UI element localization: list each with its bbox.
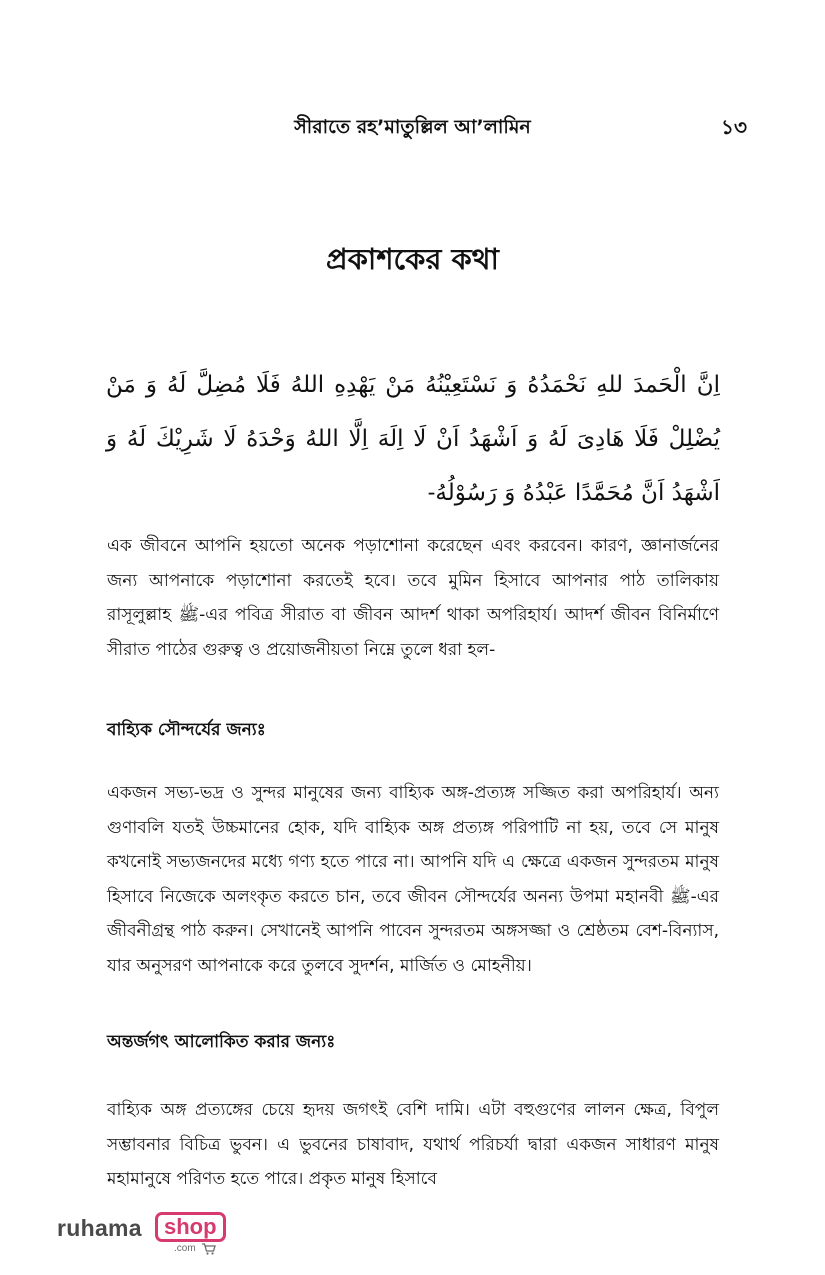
logo-domain: .com xyxy=(174,1243,196,1254)
outer-beauty-paragraph: একজন সভ্য-ভদ্র ও সুন্দর মানুষের জন্য বাহ্যিক অঙ্গ-প্রত্যঙ্গ সজ্জিত করা অপরিহার্য। অন্য গুণাবলি যতই উচ্চমানের হোক, যদি বাহ্যিক অঙ্গ প্রত্যঙ্গ পরিপাটি না হয়, তবে সে মানুষ কখনোই সভ্যজনদের মধ্যে গণ্য হতে পারে না। আপনি যদি এ ক্ষেত্রে একজন সুন্দরতম মানুষ হিসাবে নিজেকে অলংকৃত করতে চান, তবে জীবন সৌন্দর্যের অনন্য উপমা মহানবী ﷺ-এর জীবনীগ্রন্থ পাঠ করুন। সেখানেই আপনি পাবেন সুন্দরতম অঙ্গসজ্জা ও শ্রেষ্ঠতম বেশ-বিন্যাস, যার অনুসরণ আপনাকে করে তুলবে সুদর্শন, মার্জিত ও মোহনীয়। xyxy=(107,783,719,976)
intro-paragraph: এক জীবনে আপনি হয়তো অনেক পড়াশোনা করেছেন এবং করবেন। কারণ, জ্ঞানার্জনের জন্য আপনাকে পড়াশোনা করতেই হবে। তবে মুমিন হিসাবে আপনার পাঠ তালিকায় রাসূলুল্লাহ ﷺ-এর পবিত্র সীরাত বা জীবন আদর্শ থাকা অপরিহার্য। আদর্শ জীবন বিনির্মাণে সীরাত পাঠের গুরুত্ব ও প্রয়োজনীয়তা নিম্নে তুলে ধরা হল- xyxy=(107,536,719,660)
running-head xyxy=(0,112,825,142)
running-title: সীরাতে রহ’মাতুল্লিল আ’লামিন xyxy=(294,116,531,138)
chapter-title: প্রকাশকের কথা xyxy=(326,242,499,276)
arabic-invocation: اِنَّ الْحَمدَ للهِ نَحْمَدُهُ وَ نَسْتَعِيْنُهُ مَنْ يَهْدِهِ اللهُ فَلَا مُضِلَّ لَهُ وَ مَنْ يُضْلِلْ فَلَا هَادِىَ لَهُ وَ اَشْهَدُ اَنْ لَا اِلَهَ اِلَّا اللهُ وَحْدَهُ لَا شَرِيْكَ لَهُ وَ اَشْهَدُ اَنَّ مُحَمَّدًا عَبْدُهُ وَ رَسُوْلُهُ- xyxy=(106,372,720,506)
logo-wordmark-shop: shop xyxy=(155,1212,226,1242)
ruhamashop-watermark-logo xyxy=(57,1212,227,1260)
inner-world-paragraph: বাহ্যিক অঙ্গ প্রত্যঙ্গের চেয়ে হৃদয় জগৎই বেশি দামি। এটা বহুগুণের লালন ক্ষেত্র, বিপুল সম্ভাবনার বিচিত্র ভুবন। এ ভুবনের চাষাবাদ, যথার্থ পরিচর্যা দ্বারা একজন সাধারণ মানুষ মহামানুষে পরিণত হতে পারে। প্রকৃত মানুষ হিসাবে xyxy=(107,1100,719,1189)
section-heading-inner-world: অন্তর্জগৎ আলোকিত করার জন্যঃ xyxy=(107,1032,336,1052)
logo-wordmark-ruhama: ruhama xyxy=(57,1215,142,1241)
page-number: ১৩ xyxy=(721,115,747,139)
section-heading-outer-beauty: বাহ্যিক সৌন্দর্যের জন্যঃ xyxy=(107,720,266,740)
cart-icon xyxy=(202,1243,216,1255)
